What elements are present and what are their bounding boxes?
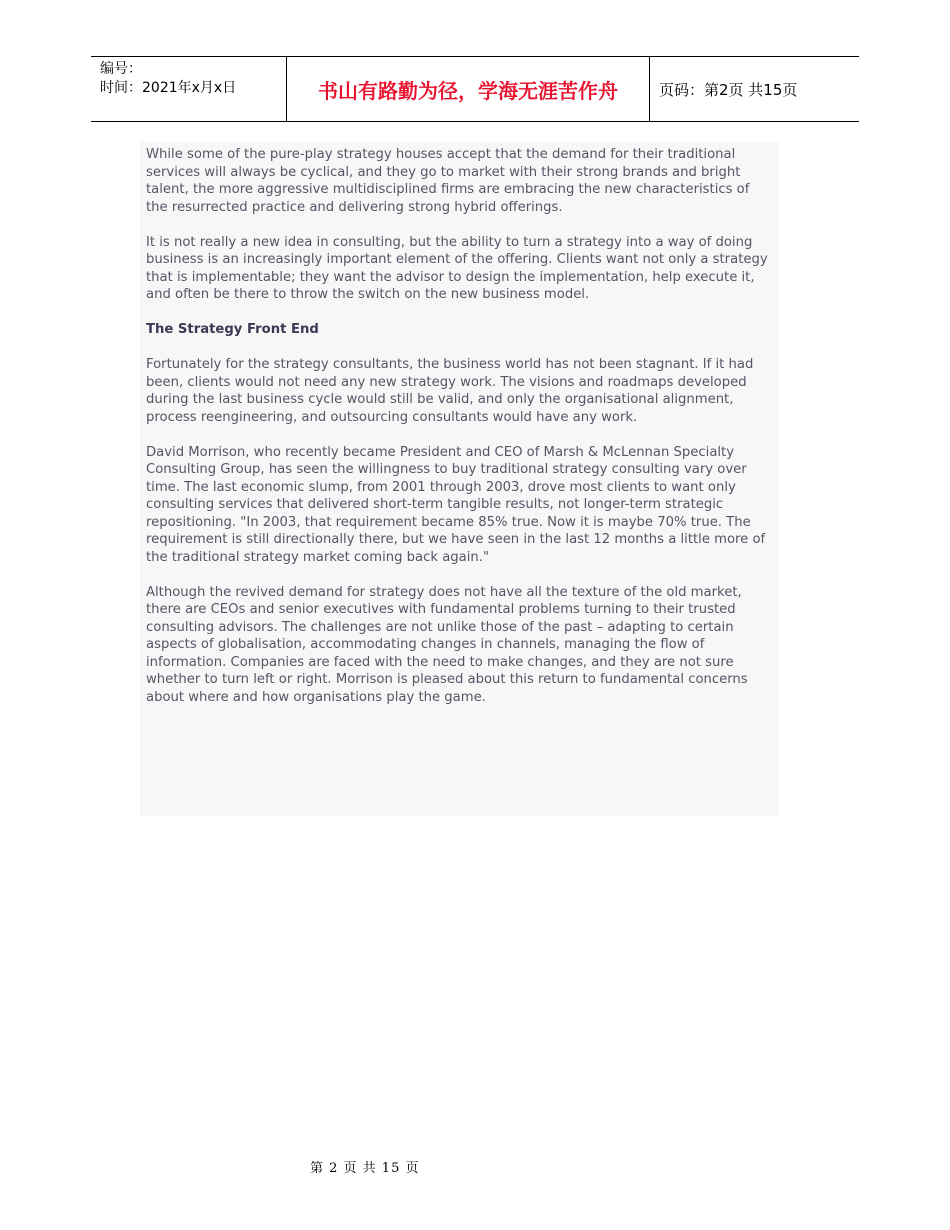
article-body: [140, 142, 779, 816]
section-heading: The Strategy Front End: [146, 322, 319, 337]
number-label: 编号：: [100, 61, 142, 77]
paragraph: It is not really a new idea in consulting, but the ability to turn a strategy into a way of doing business is an increasingly important element of the offering. Clients want not only a strategy that is implementable; they want the advisor to design the implementation, help execute it, and often be there to throw the switch on the new business model.: [146, 234, 768, 302]
header-meta: [91, 57, 286, 121]
time-label: 时间：2021年x月x日: [100, 80, 237, 96]
paragraph: Although the revived demand for strategy does not have all the texture of the old market, there are CEOs and senior executives with fundamental problems turning to their trusted consulting advisors. The challenges are not unlike those of the past – adapting to certain aspects of globalisation, accommodating changes in channels, managing the flow of information. Companies are faced with the need to make changes, and they are not sure whether to turn left or right. Morrison is pleased about this return to fundamental concerns about where and how organisations play the game.: [146, 584, 748, 705]
paragraph: David Morrison, who recently became President and CEO of Marsh & McLennan Specialty Consulting Group, has seen the willingness to buy traditional strategy consulting vary over time. The last economic slump, from 2001 through 2003, drove most clients to want only consulting services that delivered short-term tangible results, not longer-term strategic repositioning. "In 2003, that requirement became 85% true. Now it is maybe 70% true. The requirement is still directionally there, but we have seen in the last 12 months a little more of the traditional strategy market coming back again.": [146, 444, 766, 565]
header-page-info: 页码：第2页 共15页: [659, 80, 798, 99]
page-footer: 第 2 页 共 15 页: [310, 1161, 420, 1176]
paragraph: Fortunately for the strategy consultants, the business world has not been stagnant. If it had been, clients would not need any new strategy work. The visions and roadmaps developed during the last business cycle would still be valid, and only the organisational alignment, process reengineering, and outsourcing consultants would have any work.: [146, 357, 754, 425]
page-header: [91, 56, 859, 122]
paragraph: While some of the pure-play strategy houses accept that the demand for their traditional services will always be cyclical, and they go to market with their strong brands and bright talent, the more aggressive multidisciplined firms are embracing the new characteristics of the resurrected practice and delivering strong hybrid offerings.: [146, 147, 750, 215]
header-motto: 书山有路勤为径，学海无涯苦作舟: [286, 57, 650, 121]
